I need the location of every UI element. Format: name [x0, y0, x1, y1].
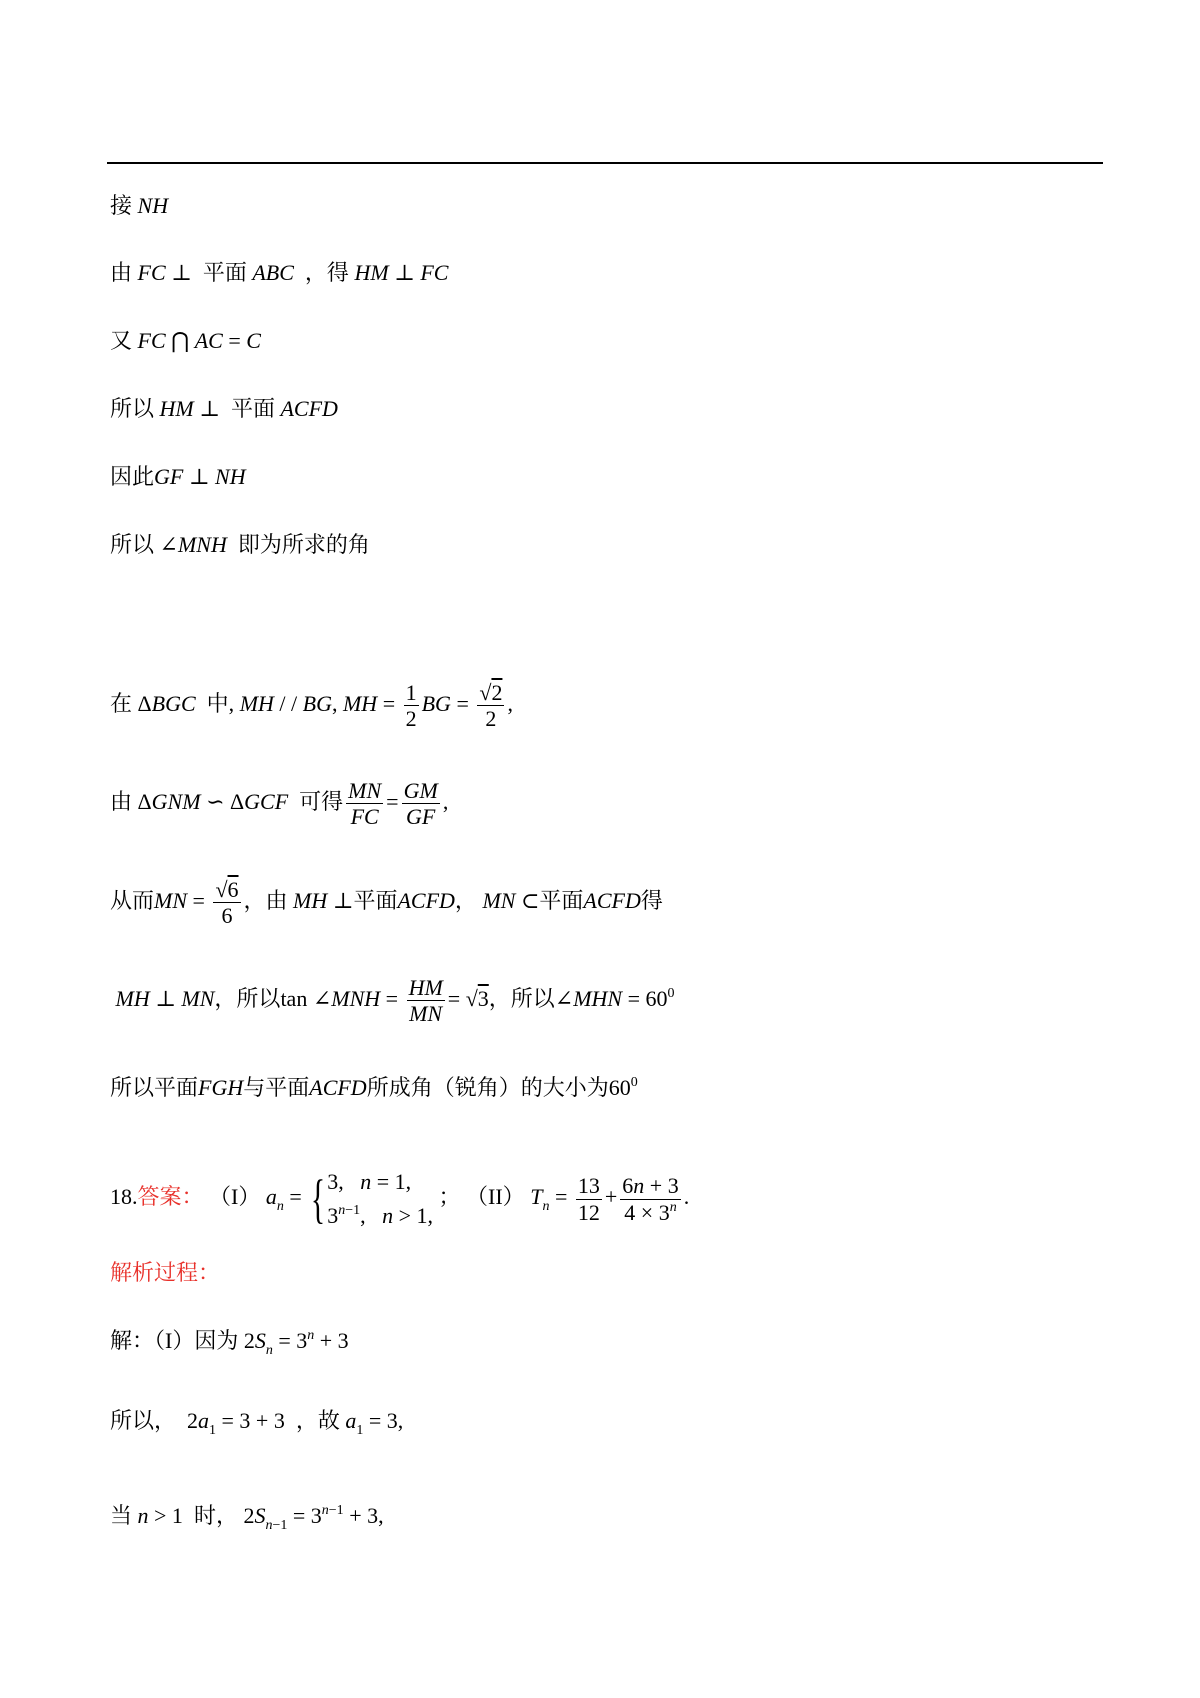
text-plane-2: 平面	[230, 396, 275, 421]
text-de-2: 得	[640, 887, 663, 913]
fraction-6n3-over-4x3n: $\frac{6n + 3}{4 \times 3^n}$	[622, 1173, 679, 1225]
text-yinci: 因此	[110, 464, 155, 489]
text-gu: ，故	[295, 1408, 340, 1433]
fraction-sqrt6-over-6: $\frac{√6}{6}$	[215, 877, 239, 929]
text-suoyi-comma: ，所以	[214, 985, 281, 1011]
text-you-3: 由	[110, 788, 133, 814]
text-last: 所以平面	[110, 1075, 199, 1100]
text-jiexi: 解析过程：	[110, 1260, 221, 1285]
line-intersection: 又 FC ⋂ AC = C	[110, 328, 261, 353]
part-i-label: （I）	[209, 1184, 261, 1210]
text-suoyi-2: 所以	[110, 532, 155, 557]
text-plane-3: 平面	[353, 887, 398, 913]
line-fc-perp: 由 FC ⊥ 平面 ABC ，得 HM ⊥ FC	[110, 260, 449, 285]
text-suoyi-dou: 所以，	[110, 1408, 177, 1433]
text-shi: 时，	[193, 1503, 238, 1528]
text-congr: 从而	[110, 887, 155, 913]
fraction-half: $\frac{1}{2}$	[405, 680, 417, 732]
header-rule	[107, 162, 1103, 164]
solution-heading	[110, 1262, 220, 1284]
text-de: ，得	[304, 260, 349, 285]
text-zai: 在	[110, 690, 133, 716]
text-jie-i: 解：（I）因为	[110, 1328, 239, 1353]
text-suocheng: 所成角（锐角）的大小为	[366, 1075, 609, 1100]
line-plane-angle: 所以平面FGH与平面ACFD所成角（锐角）的大小为$60^0$	[110, 1075, 638, 1100]
fraction-gm-gf: $\frac{GM}{GF}$	[403, 778, 438, 830]
text-jie: 接	[110, 193, 133, 218]
line-answer-18: 18.答案： （I） $a_n = \{3$, n = 1, $3^{n-1}$, n > 1, ； （II） $T_n$ = $\frac{13}{12}$ + $\frac{6n + 3}{4 \times 3^n}$ .	[110, 1165, 689, 1233]
question-number: 18.	[110, 1184, 138, 1210]
piecewise-cases: 3, n = 1, $3^{n-1}$, n > 1,	[327, 1169, 434, 1229]
line-connect-nh: 接 NH	[110, 193, 169, 218]
text-jiwei: 即为所求的角	[237, 532, 370, 557]
fraction-mn-fc: $\frac{MN}{FC}$	[348, 778, 382, 830]
line-gf-perp-nh: 因此GF ⊥ NH	[110, 464, 246, 489]
fraction-sqrt2-over-2: $\frac{√2}{2}$	[479, 680, 503, 732]
answer-label: 答案：	[137, 1184, 204, 1210]
fraction-13-12: $\frac{13}{12}$	[577, 1173, 600, 1225]
text-kede: 可得	[299, 788, 344, 814]
text-zhong: 中,	[206, 690, 235, 716]
fraction-hm-mn: $\frac{HM}{MN}$	[408, 975, 443, 1027]
line-solution-start: 解：（I）因为 $2S_n = 3^n + 3$	[110, 1328, 349, 1358]
part-ii-label: （II）	[466, 1184, 525, 1210]
line-a1: 所以， $2a_1 = 3 + 3$ ，故 $a_1 = 3$,	[110, 1408, 404, 1438]
line-triangle-bgc: 在 ΔBGC 中, MH / / BG, MH = $\frac{1}{2}$ BG = $\frac{√2}{2}$ ,	[110, 680, 513, 732]
text-yu-plane: 与平面	[243, 1075, 310, 1100]
text-suoyi: 所以	[110, 396, 155, 421]
line-hm-perp-plane: 所以 HM ⊥ 平面 ACFD	[110, 396, 338, 421]
text-plane: 平面	[202, 260, 247, 285]
text-suoyi-comma-2: ，所以	[488, 985, 555, 1011]
line-angle-mnh: 所以 ∠MNH 即为所求的角	[110, 532, 370, 557]
line-n-greater-1: 当 n > 1 时， $2S_{n-1} = 3^{n-1} + 3$,	[110, 1503, 384, 1533]
line-mn-value: 从而MN = $\frac{√6}{6}$ ，由 MH ⊥平面ACFD， MN ⊂平面ACFD得	[110, 877, 663, 929]
line-similar-triangles: 由 ΔGNM ∽ ΔGCF 可得 $\frac{MN}{FC}$ = $\frac{GM}{GF}$ ,	[110, 778, 449, 830]
text-you: 由	[110, 260, 133, 285]
text-you2: 又	[110, 328, 133, 353]
text-dang: 当	[110, 1503, 133, 1528]
line-tan-angle: MH ⊥ MN，所以tan ∠MNH = $\frac{HM}{MN}$ = √3，所以∠MHN = $60^0$	[115, 975, 675, 1027]
text-plane-4: 平面	[539, 887, 584, 913]
text-comma-you: ，由	[243, 887, 288, 913]
